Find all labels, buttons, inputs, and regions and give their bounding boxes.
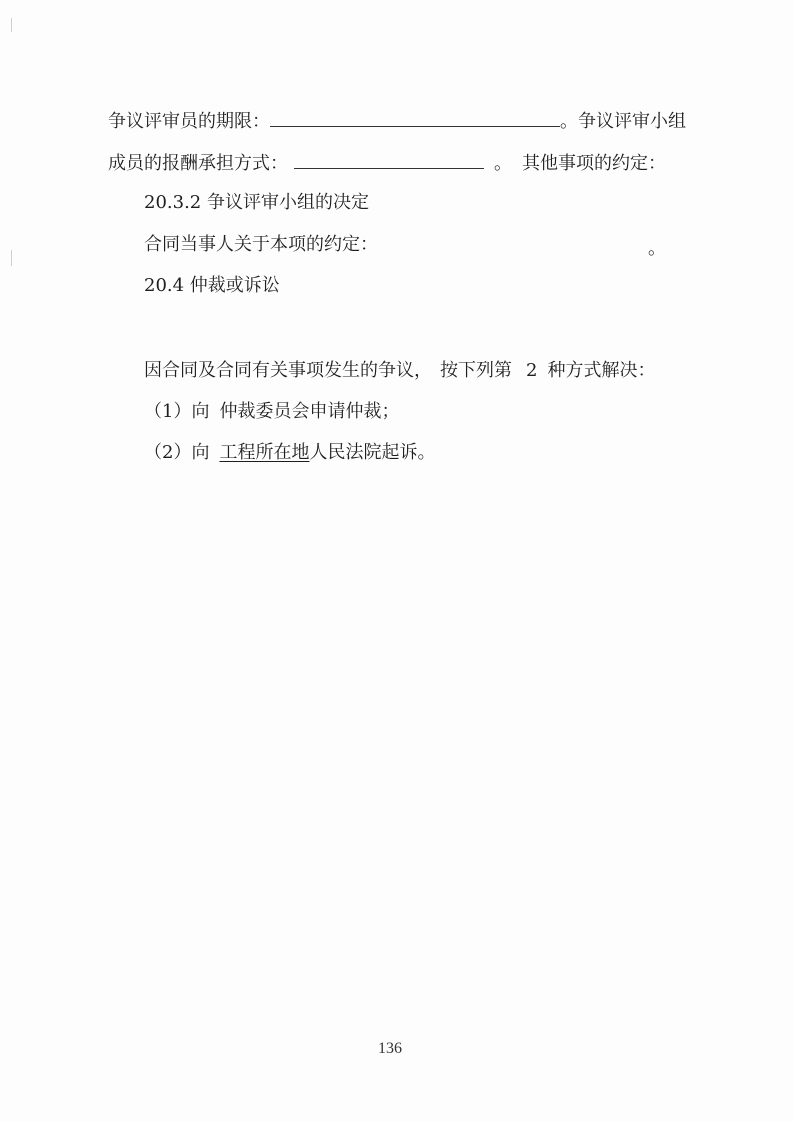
dispute-text-before: 因合同及合同有关事项发生的争议，: [144, 360, 432, 381]
remuneration-label: 成员的报酬承担方式：: [108, 153, 288, 174]
other-matters-label: 其他事项的约定：: [522, 153, 666, 174]
option-2-underlined-court-location: 工程所在地: [219, 442, 310, 463]
option-1-prefix: （1）向: [144, 401, 210, 422]
section-20-4-heading: 20.4 仲裁或诉讼: [144, 275, 280, 296]
review-term-after: 。争议评审小组: [560, 111, 686, 132]
option-1-line: [144, 401, 399, 423]
section-20-3-2-heading: 20.3.2 争议评审小组的决定: [144, 192, 369, 213]
page-number: 136: [378, 1040, 402, 1057]
remuneration-line: [108, 152, 666, 175]
dispute-text-middle: 按下列第: [440, 360, 512, 381]
dispute-resolution-line: [144, 360, 655, 382]
review-term-label: 争议评审员的期限：: [108, 111, 270, 132]
agreement-end: 。: [648, 238, 666, 259]
option-1-text: 仲裁委员会申请仲裁；: [219, 401, 400, 422]
remuneration-blank: [294, 152, 484, 169]
option-2-text: 人民法院起诉。: [309, 442, 436, 463]
scan-edge-mark: [11, 18, 12, 32]
remuneration-period: 。: [494, 153, 512, 174]
agreement-label: 合同当事人关于本项的约定：: [144, 234, 378, 255]
review-term-line: [108, 110, 686, 133]
option-2-prefix: （2）向: [144, 442, 210, 463]
scan-edge-mark: [11, 250, 12, 266]
review-term-blank: [270, 110, 560, 127]
option-2-line: [144, 442, 435, 464]
dispute-text-after: 种方式解决：: [547, 360, 656, 381]
dispute-choice: 2: [526, 360, 538, 381]
